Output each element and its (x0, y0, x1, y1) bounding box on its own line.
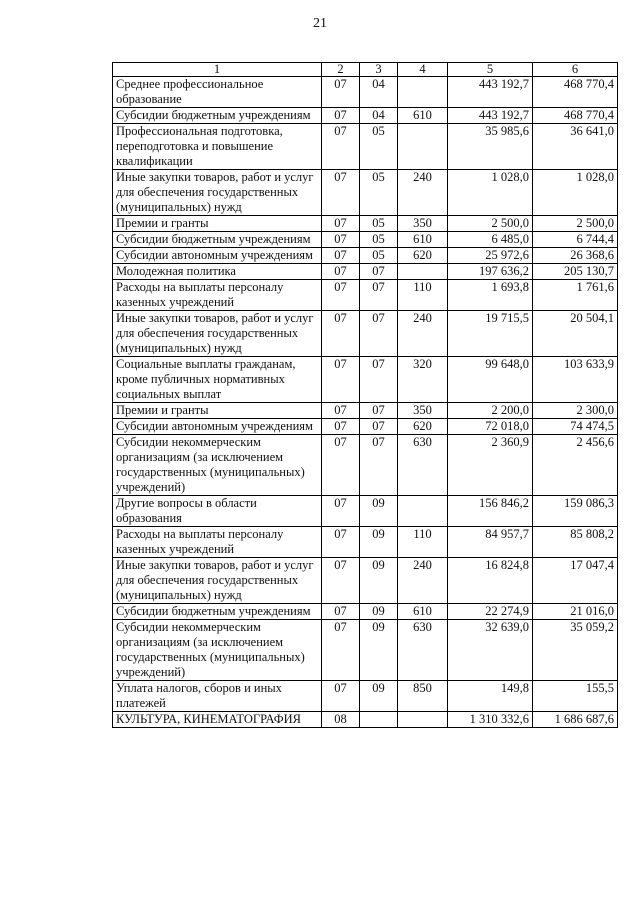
table-row (113, 124, 618, 170)
expense-name-cell: КУЛЬТУРА, КИНЕМАТОГРАФИЯ (113, 712, 322, 728)
section-code-cell: 07 (322, 357, 360, 403)
amount-col5-cell: 1 693,8 (448, 280, 533, 311)
subsection-code-cell: 07 (360, 311, 398, 357)
page-number: 21 (313, 16, 327, 31)
header-cell-6: 6 (533, 63, 618, 77)
amount-col6-cell: 1 028,0 (533, 170, 618, 216)
type-code-cell: 610 (398, 232, 448, 248)
amount-col5-cell: 156 846,2 (448, 496, 533, 527)
amount-col5-cell: 32 639,0 (448, 620, 533, 681)
type-code-cell (398, 124, 448, 170)
amount-col6-cell: 2 300,0 (533, 403, 618, 419)
type-code-cell (398, 264, 448, 280)
amount-col6-cell: 74 474,5 (533, 419, 618, 435)
table-row (113, 403, 618, 419)
expense-name-cell: Социальные выплаты гражданам, кроме публичных нормативных социальных выплат (113, 357, 322, 403)
table-row (113, 170, 618, 216)
subsection-code-cell: 07 (360, 280, 398, 311)
expense-name-cell: Иные закупки товаров, работ и услуг для обеспечения государственных (муниципальных) нужд (113, 558, 322, 604)
header-cell-2: 2 (322, 63, 360, 77)
section-code-cell: 07 (322, 264, 360, 280)
subsection-code-cell: 09 (360, 558, 398, 604)
header-cell-3: 3 (360, 63, 398, 77)
table-row (113, 435, 618, 496)
subsection-code-cell: 07 (360, 419, 398, 435)
type-code-cell: 620 (398, 248, 448, 264)
amount-col6-cell: 36 641,0 (533, 124, 618, 170)
subsection-code-cell: 05 (360, 232, 398, 248)
section-code-cell: 07 (322, 232, 360, 248)
subsection-code-cell (360, 712, 398, 728)
subsection-code-cell: 09 (360, 527, 398, 558)
section-code-cell: 07 (322, 681, 360, 712)
type-code-cell: 240 (398, 558, 448, 604)
expense-name-cell: Уплата налогов, сборов и иных платежей (113, 681, 322, 712)
expense-name-cell: Расходы на выплаты персоналу казенных учреждений (113, 527, 322, 558)
type-code-cell (398, 712, 448, 728)
table-row (113, 248, 618, 264)
table-row (113, 357, 618, 403)
type-code-cell: 610 (398, 108, 448, 124)
section-code-cell: 07 (322, 558, 360, 604)
table-row (113, 496, 618, 527)
amount-col5-cell: 149,8 (448, 681, 533, 712)
section-code-cell: 07 (322, 419, 360, 435)
section-code-cell: 07 (322, 216, 360, 232)
section-code-cell: 07 (322, 604, 360, 620)
amount-col5-cell: 19 715,5 (448, 311, 533, 357)
expense-name-cell: Премии и гранты (113, 403, 322, 419)
subsection-code-cell: 07 (360, 357, 398, 403)
amount-col5-cell: 2 500,0 (448, 216, 533, 232)
amount-col6-cell: 20 504,1 (533, 311, 618, 357)
subsection-code-cell: 07 (360, 435, 398, 496)
table-row (113, 280, 618, 311)
section-code-cell: 07 (322, 248, 360, 264)
type-code-cell: 110 (398, 527, 448, 558)
table-row (113, 311, 618, 357)
subsection-code-cell: 04 (360, 108, 398, 124)
type-code-cell: 350 (398, 216, 448, 232)
type-code-cell: 610 (398, 604, 448, 620)
type-code-cell (398, 496, 448, 527)
expense-name-cell: Профессиональная подготовка, переподготовка и повышение квалификации (113, 124, 322, 170)
expense-name-cell: Субсидии бюджетным учреждениям (113, 604, 322, 620)
table-row (113, 527, 618, 558)
expense-name-cell: Среднее профессиональное образование (113, 77, 322, 108)
amount-col6-cell: 2 456,6 (533, 435, 618, 496)
header-cell-5: 5 (448, 63, 533, 77)
type-code-cell: 240 (398, 170, 448, 216)
subsection-code-cell: 05 (360, 216, 398, 232)
amount-col5-cell: 6 485,0 (448, 232, 533, 248)
subsection-code-cell: 05 (360, 248, 398, 264)
amount-col6-cell: 21 016,0 (533, 604, 618, 620)
table-row (113, 264, 618, 280)
amount-col5-cell: 2 360,9 (448, 435, 533, 496)
amount-col5-cell: 197 636,2 (448, 264, 533, 280)
amount-col6-cell: 468 770,4 (533, 108, 618, 124)
subsection-code-cell: 09 (360, 496, 398, 527)
type-code-cell: 350 (398, 403, 448, 419)
section-code-cell: 07 (322, 77, 360, 108)
expense-name-cell: Премии и гранты (113, 216, 322, 232)
amount-col6-cell: 26 368,6 (533, 248, 618, 264)
type-code-cell: 620 (398, 419, 448, 435)
expense-name-cell: Субсидии автономным учреждениям (113, 419, 322, 435)
amount-col5-cell: 22 274,9 (448, 604, 533, 620)
amount-col6-cell: 35 059,2 (533, 620, 618, 681)
amount-col5-cell: 72 018,0 (448, 419, 533, 435)
section-code-cell: 07 (322, 403, 360, 419)
type-code-cell: 850 (398, 681, 448, 712)
type-code-cell: 240 (398, 311, 448, 357)
subsection-code-cell: 05 (360, 124, 398, 170)
amount-col5-cell: 1 028,0 (448, 170, 533, 216)
section-code-cell: 07 (322, 280, 360, 311)
section-code-cell: 07 (322, 527, 360, 558)
expense-name-cell: Субсидии бюджетным учреждениям (113, 232, 322, 248)
table-row (113, 77, 618, 108)
budget-table-body (113, 63, 618, 728)
section-code-cell: 07 (322, 620, 360, 681)
amount-col6-cell: 468 770,4 (533, 77, 618, 108)
table-row (113, 712, 618, 728)
type-code-cell (398, 77, 448, 108)
amount-col6-cell: 6 744,4 (533, 232, 618, 248)
section-code-cell: 07 (322, 124, 360, 170)
table-row (113, 419, 618, 435)
subsection-code-cell: 09 (360, 681, 398, 712)
expense-name-cell: Субсидии некоммерческим организациям (за исключением государственных (муниципальных) учреждений) (113, 620, 322, 681)
expense-name-cell: Субсидии бюджетным учреждениям (113, 108, 322, 124)
section-code-cell: 07 (322, 311, 360, 357)
table-row (113, 604, 618, 620)
budget-table (112, 62, 618, 728)
amount-col6-cell: 103 633,9 (533, 357, 618, 403)
expense-name-cell: Субсидии некоммерческим организациям (за исключением государственных (муниципальных) учреждений) (113, 435, 322, 496)
amount-col6-cell: 17 047,4 (533, 558, 618, 604)
table-row (113, 108, 618, 124)
amount-col5-cell: 99 648,0 (448, 357, 533, 403)
section-code-cell: 07 (322, 170, 360, 216)
table-header-row (113, 63, 618, 77)
section-code-cell: 07 (322, 496, 360, 527)
subsection-code-cell: 09 (360, 604, 398, 620)
amount-col6-cell: 159 086,3 (533, 496, 618, 527)
subsection-code-cell: 07 (360, 403, 398, 419)
type-code-cell: 630 (398, 620, 448, 681)
subsection-code-cell: 09 (360, 620, 398, 681)
type-code-cell: 110 (398, 280, 448, 311)
expense-name-cell: Иные закупки товаров, работ и услуг для обеспечения государственных (муниципальных) нужд (113, 170, 322, 216)
amount-col6-cell: 2 500,0 (533, 216, 618, 232)
amount-col5-cell: 2 200,0 (448, 403, 533, 419)
section-code-cell: 07 (322, 435, 360, 496)
amount-col6-cell: 1 761,6 (533, 280, 618, 311)
table-row (113, 620, 618, 681)
type-code-cell: 630 (398, 435, 448, 496)
table-row (113, 232, 618, 248)
expense-name-cell: Молодежная политика (113, 264, 322, 280)
type-code-cell: 320 (398, 357, 448, 403)
amount-col5-cell: 443 192,7 (448, 108, 533, 124)
amount-col6-cell: 85 808,2 (533, 527, 618, 558)
header-cell-1: 1 (113, 63, 322, 77)
subsection-code-cell: 07 (360, 264, 398, 280)
amount-col5-cell: 443 192,7 (448, 77, 533, 108)
amount-col5-cell: 35 985,6 (448, 124, 533, 170)
expense-name-cell: Другие вопросы в области образования (113, 496, 322, 527)
amount-col6-cell: 205 130,7 (533, 264, 618, 280)
expense-name-cell: Субсидии автономным учреждениям (113, 248, 322, 264)
subsection-code-cell: 04 (360, 77, 398, 108)
table-row (113, 216, 618, 232)
subsection-code-cell: 05 (360, 170, 398, 216)
table-row (113, 558, 618, 604)
table-row (113, 681, 618, 712)
amount-col6-cell: 155,5 (533, 681, 618, 712)
expense-name-cell: Иные закупки товаров, работ и услуг для обеспечения государственных (муниципальных) нужд (113, 311, 322, 357)
expense-name-cell: Расходы на выплаты персоналу казенных учреждений (113, 280, 322, 311)
section-code-cell: 08 (322, 712, 360, 728)
amount-col5-cell: 16 824,8 (448, 558, 533, 604)
header-cell-4: 4 (398, 63, 448, 77)
amount-col6-cell: 1 686 687,6 (533, 712, 618, 728)
amount-col5-cell: 25 972,6 (448, 248, 533, 264)
section-code-cell: 07 (322, 108, 360, 124)
amount-col5-cell: 1 310 332,6 (448, 712, 533, 728)
amount-col5-cell: 84 957,7 (448, 527, 533, 558)
